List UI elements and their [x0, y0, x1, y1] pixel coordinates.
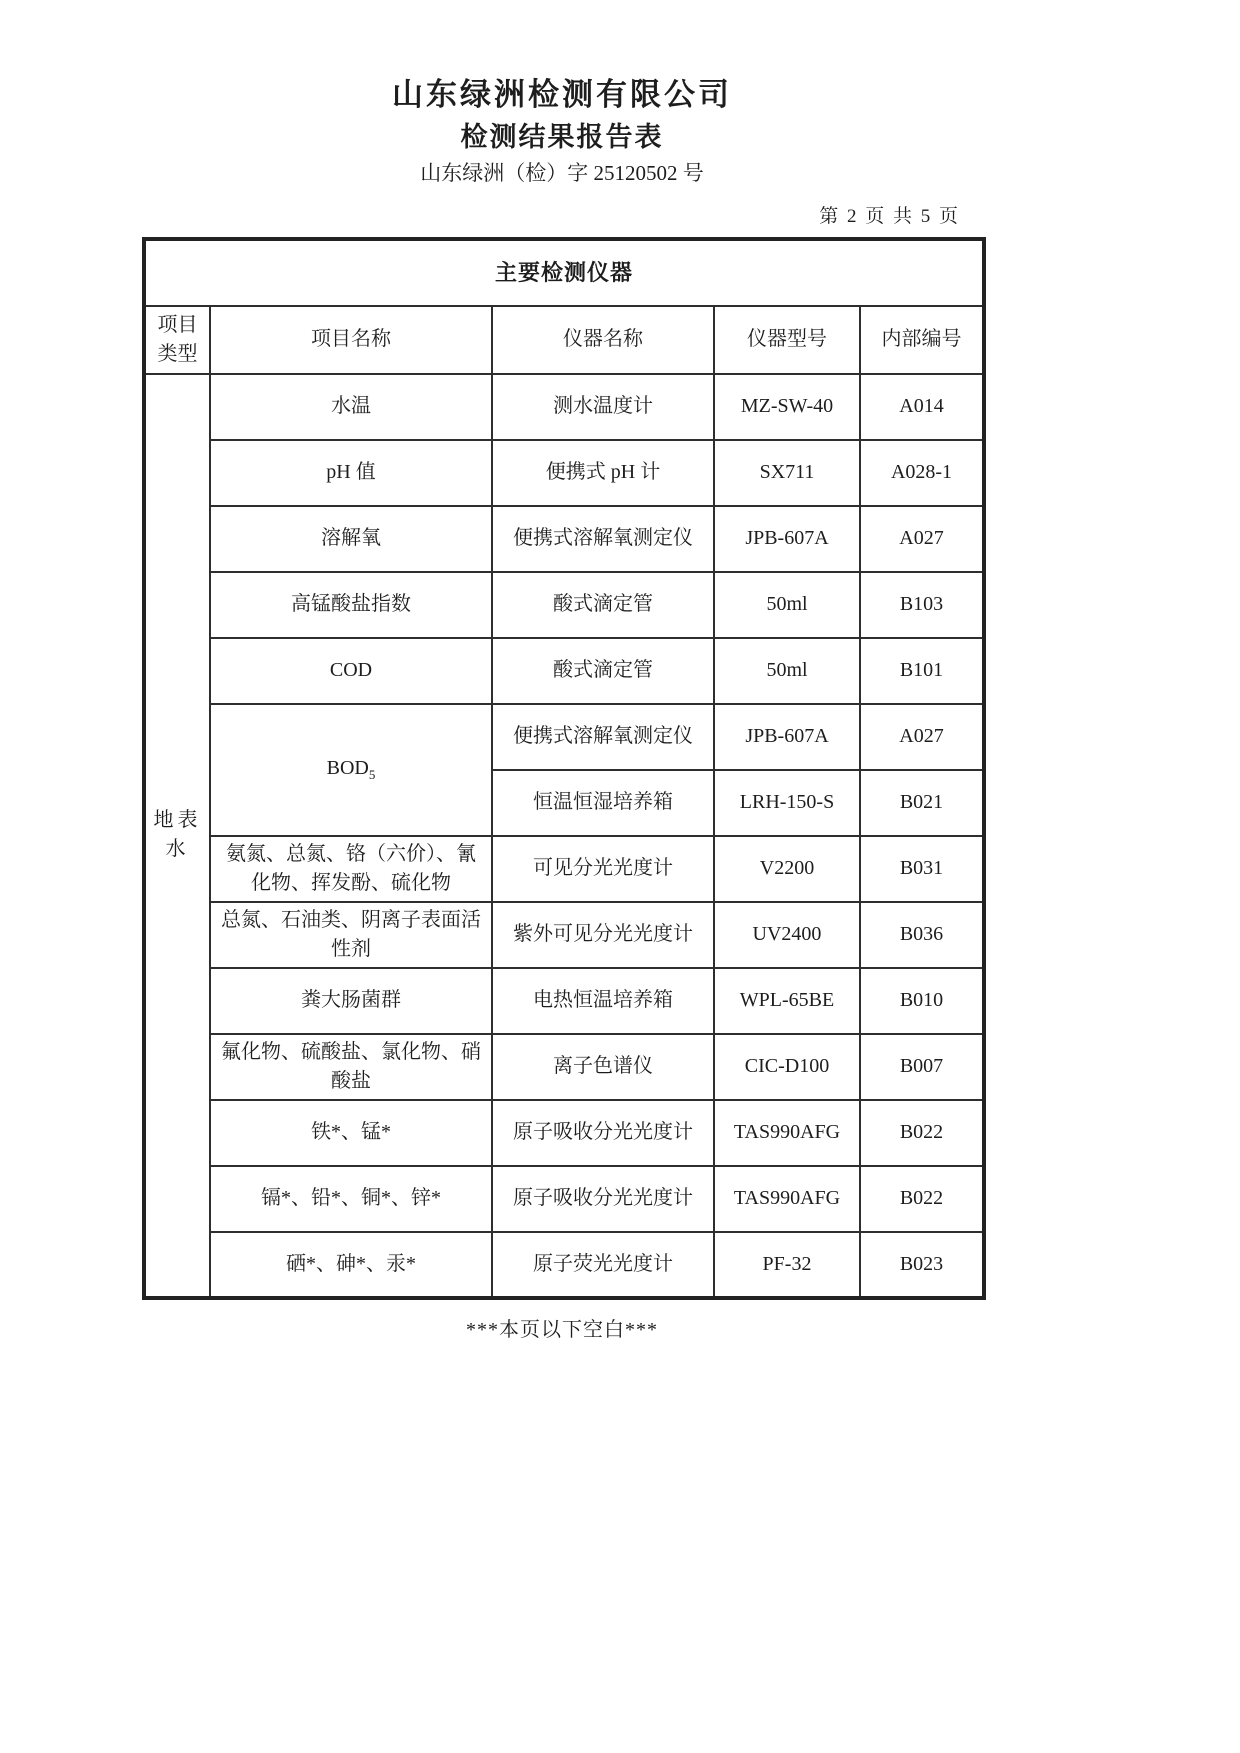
instruments-table	[142, 237, 986, 1300]
instrument-model-cell: CIC-D100	[714, 1034, 860, 1100]
instrument-name-cell: 酸式滴定管	[492, 572, 714, 638]
table-row	[144, 506, 984, 572]
project-name-cell: COD	[210, 638, 492, 704]
table-row	[144, 1166, 984, 1232]
internal-code-cell: B022	[860, 1166, 984, 1232]
internal-code-cell: B101	[860, 638, 984, 704]
table-title: 主要检测仪器	[144, 239, 984, 306]
instrument-model-cell: 50ml	[714, 638, 860, 704]
table-row	[144, 1100, 984, 1166]
internal-code-cell: B022	[860, 1100, 984, 1166]
internal-code-cell: A028-1	[860, 440, 984, 506]
instrument-model-cell: WPL-65BE	[714, 968, 860, 1034]
column-header-instrument-name: 仪器名称	[492, 306, 714, 374]
project-name-cell: 高锰酸盐指数	[210, 572, 492, 638]
instrument-model-cell: JPB-607A	[714, 506, 860, 572]
project-name-cell: 水温	[210, 374, 492, 440]
instrument-model-cell: TAS990AFG	[714, 1100, 860, 1166]
page-indicator: 第 2 页 共 5 页	[819, 205, 960, 227]
bod-subscript: 5	[368, 767, 376, 783]
category-cell: 地表水	[144, 374, 210, 1298]
table-row	[144, 968, 984, 1034]
table-row	[144, 902, 984, 968]
blank-page-note: ***本页以下空白***	[466, 1318, 658, 1341]
internal-code-cell: B007	[860, 1034, 984, 1100]
project-name-cell: 总氮、石油类、阴离子表面活性剂	[210, 902, 492, 968]
table-row	[144, 1232, 984, 1298]
table-row	[144, 704, 984, 770]
column-header-project-type: 项目类型	[144, 306, 210, 374]
instrument-name-cell: 酸式滴定管	[492, 638, 714, 704]
instrument-name-cell: 紫外可见分光光度计	[492, 902, 714, 968]
internal-code-cell: B103	[860, 572, 984, 638]
instrument-name-cell: 可见分光光度计	[492, 836, 714, 902]
internal-code-cell: B010	[860, 968, 984, 1034]
table-row	[144, 836, 984, 902]
instrument-name-cell: 原子荧光光度计	[492, 1232, 714, 1298]
internal-code-cell: B023	[860, 1232, 984, 1298]
table-row	[144, 572, 984, 638]
table-row	[144, 440, 984, 506]
column-header-internal-code: 内部编号	[860, 306, 984, 374]
project-name-cell: 硒*、砷*、汞*	[210, 1232, 492, 1298]
internal-code-cell: A014	[860, 374, 984, 440]
content-area	[142, 76, 982, 1342]
bod-label: BOD	[326, 757, 369, 780]
instrument-name-cell: 原子吸收分光光度计	[492, 1100, 714, 1166]
doc-number: 山东绿洲（检）字 25120502 号	[420, 160, 704, 185]
project-name-cell: 镉*、铅*、铜*、锌*	[210, 1166, 492, 1232]
column-header-project-name: 项目名称	[210, 306, 492, 374]
instrument-name-cell: 便携式溶解氧测定仪	[492, 506, 714, 572]
instrument-name-cell: 测水温度计	[492, 374, 714, 440]
instrument-name-cell: 便携式溶解氧测定仪	[492, 704, 714, 770]
instrument-model-cell: TAS990AFG	[714, 1166, 860, 1232]
instrument-model-cell: JPB-607A	[714, 704, 860, 770]
project-name-cell: 溶解氧	[210, 506, 492, 572]
instrument-name-cell: 原子吸收分光光度计	[492, 1166, 714, 1232]
column-header-row	[144, 306, 984, 374]
company-title: 山东绿洲检测有限公司	[392, 77, 732, 112]
internal-code-cell: A027	[860, 704, 984, 770]
instrument-model-cell: UV2400	[714, 902, 860, 968]
instrument-name-cell: 恒温恒湿培养箱	[492, 770, 714, 836]
instrument-name-cell: 离子色谱仪	[492, 1034, 714, 1100]
table-row	[144, 374, 984, 440]
table-title-row	[144, 239, 984, 306]
project-name-cell: 氟化物、硫酸盐、氯化物、硝酸盐	[210, 1034, 492, 1100]
table-row	[144, 638, 984, 704]
project-name-cell: pH 值	[210, 440, 492, 506]
report-title: 检测结果报告表	[460, 122, 664, 153]
project-name-cell: 氨氮、总氮、铬（六价）、氰化物、挥发酚、硫化物	[210, 836, 492, 902]
internal-code-cell: A027	[860, 506, 984, 572]
internal-code-cell: B021	[860, 770, 984, 836]
instrument-model-cell: V2200	[714, 836, 860, 902]
table-row	[144, 1034, 984, 1100]
project-name-cell: 粪大肠菌群	[210, 968, 492, 1034]
instrument-name-cell: 便携式 pH 计	[492, 440, 714, 506]
instrument-model-cell: SX711	[714, 440, 860, 506]
instrument-name-cell: 电热恒温培养箱	[492, 968, 714, 1034]
internal-code-cell: B036	[860, 902, 984, 968]
column-header-instrument-model: 仪器型号	[714, 306, 860, 374]
instrument-model-cell: 50ml	[714, 572, 860, 638]
project-name-cell-bod5	[210, 704, 492, 836]
instrument-model-cell: MZ-SW-40	[714, 374, 860, 440]
instrument-model-cell: PF-32	[714, 1232, 860, 1298]
instrument-model-cell: LRH-150-S	[714, 770, 860, 836]
internal-code-cell: B031	[860, 836, 984, 902]
project-name-cell: 铁*、锰*	[210, 1100, 492, 1166]
